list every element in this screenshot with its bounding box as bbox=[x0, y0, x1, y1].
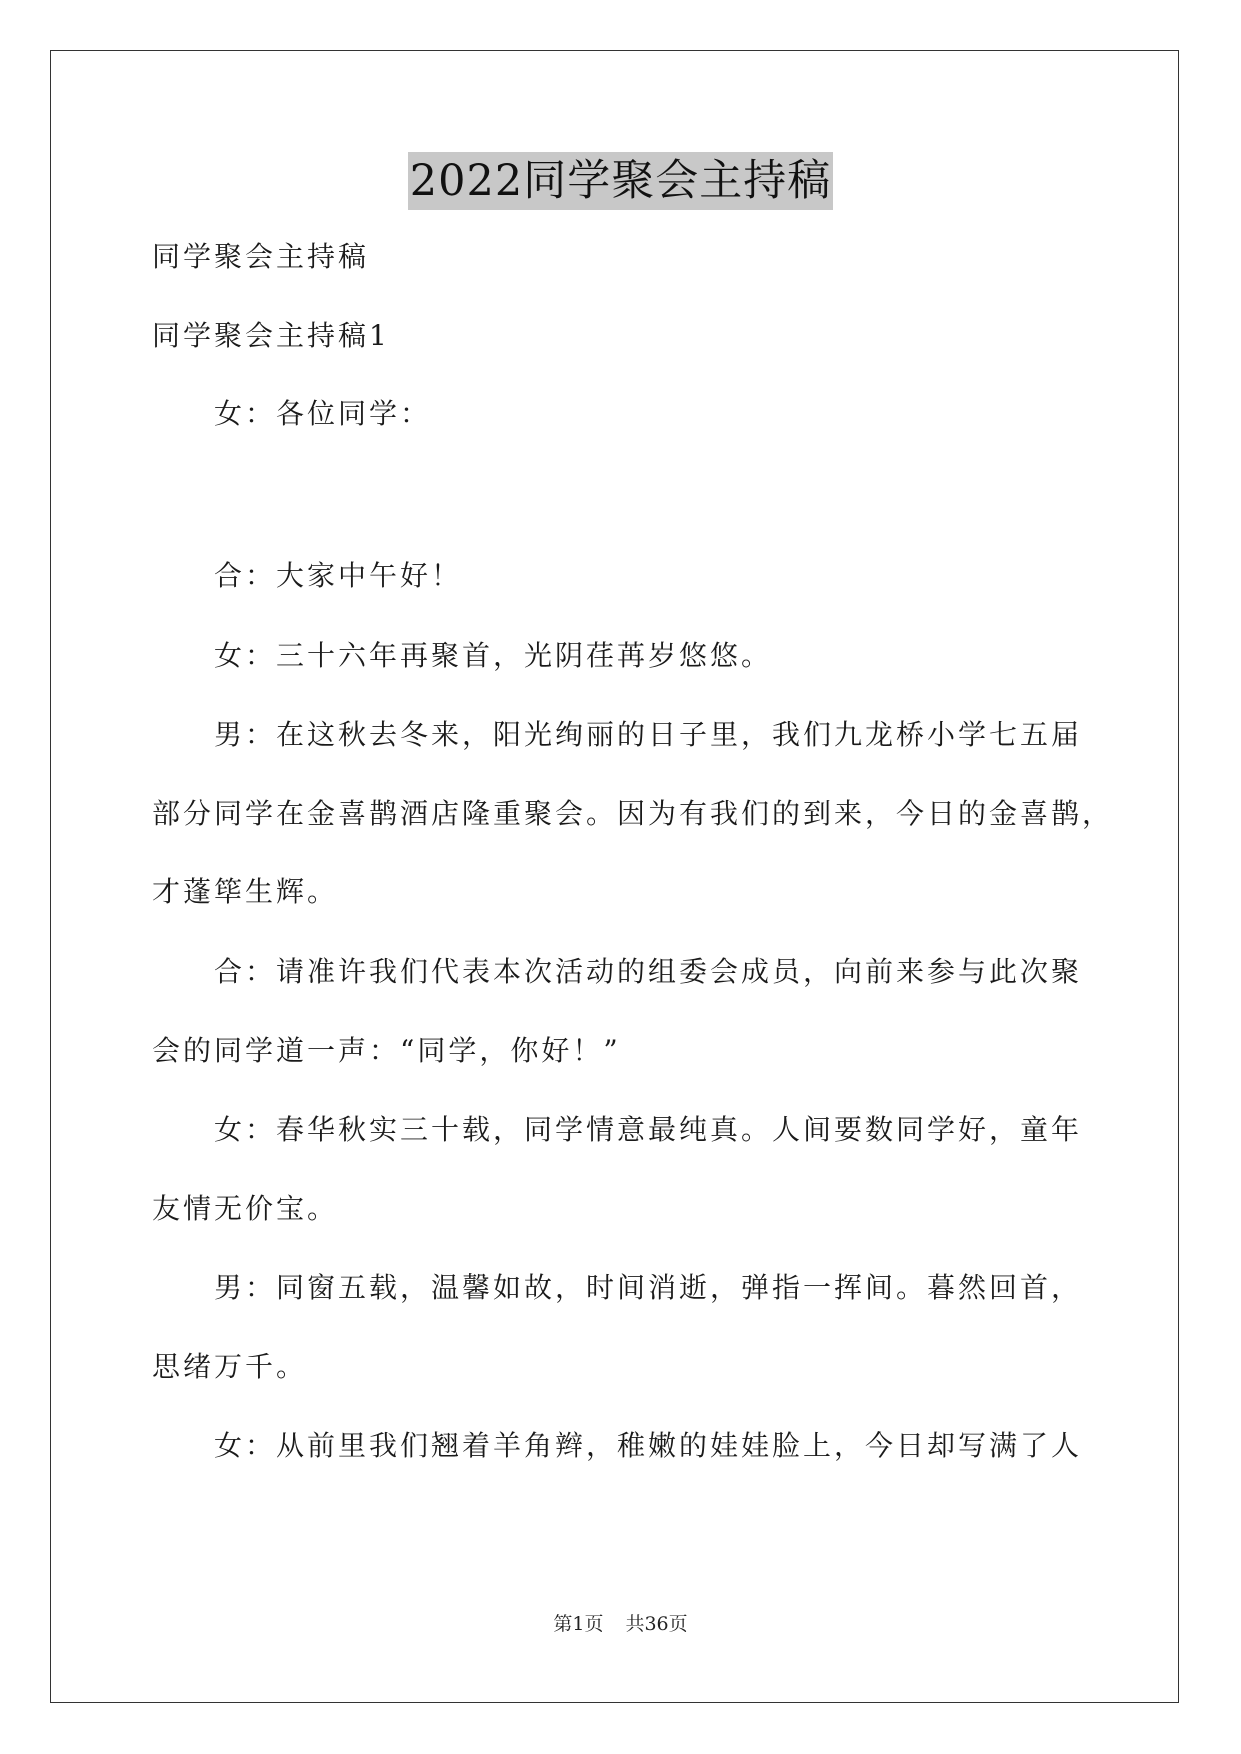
text-line: 同学聚会主持稿 bbox=[152, 240, 370, 273]
text-line: 女：春华秋实三十载，同学情意最纯真。人间要数同学好，童年 bbox=[214, 1113, 1083, 1146]
page-footer bbox=[0, 1612, 1241, 1636]
text-line: 合：大家中午好！ bbox=[214, 559, 463, 592]
document-title: 2022同学聚会主持稿 bbox=[408, 152, 833, 210]
text-line: 才蓬筚生辉。 bbox=[152, 875, 339, 908]
text-line: 女：从前里我们翘着羊角辫，稚嫩的娃娃脸上，今日却写满了人 bbox=[214, 1429, 1083, 1462]
text-line: 会的同学道一声：“同学，你好！” bbox=[152, 1034, 621, 1067]
page-total: 共36页 bbox=[625, 1613, 688, 1635]
text-line: 女：各位同学： bbox=[214, 397, 432, 430]
text-line: 思绪万千。 bbox=[152, 1350, 308, 1383]
text-line: 男：同窗五载，温馨如故，时间消逝，弹指一挥间。暮然回首， bbox=[214, 1271, 1083, 1304]
text-line: 同学聚会主持稿1 bbox=[152, 319, 390, 352]
text-line: 女：三十六年再聚首，光阴荏苒岁悠悠。 bbox=[214, 639, 773, 672]
text-line: 男：在这秋去冬来，阳光绚丽的日子里，我们九龙桥小学七五届 bbox=[214, 718, 1083, 751]
page-number: 第1页 bbox=[553, 1613, 604, 1635]
text-line: 友情无价宝。 bbox=[152, 1192, 339, 1225]
title-container bbox=[0, 152, 1241, 210]
text-line: 部分同学在金喜鹊酒店隆重聚会。因为有我们的到来，今日的金喜鹊， bbox=[152, 797, 1114, 830]
text-line: 合：请准许我们代表本次活动的组委会成员，向前来参与此次聚 bbox=[214, 955, 1083, 988]
